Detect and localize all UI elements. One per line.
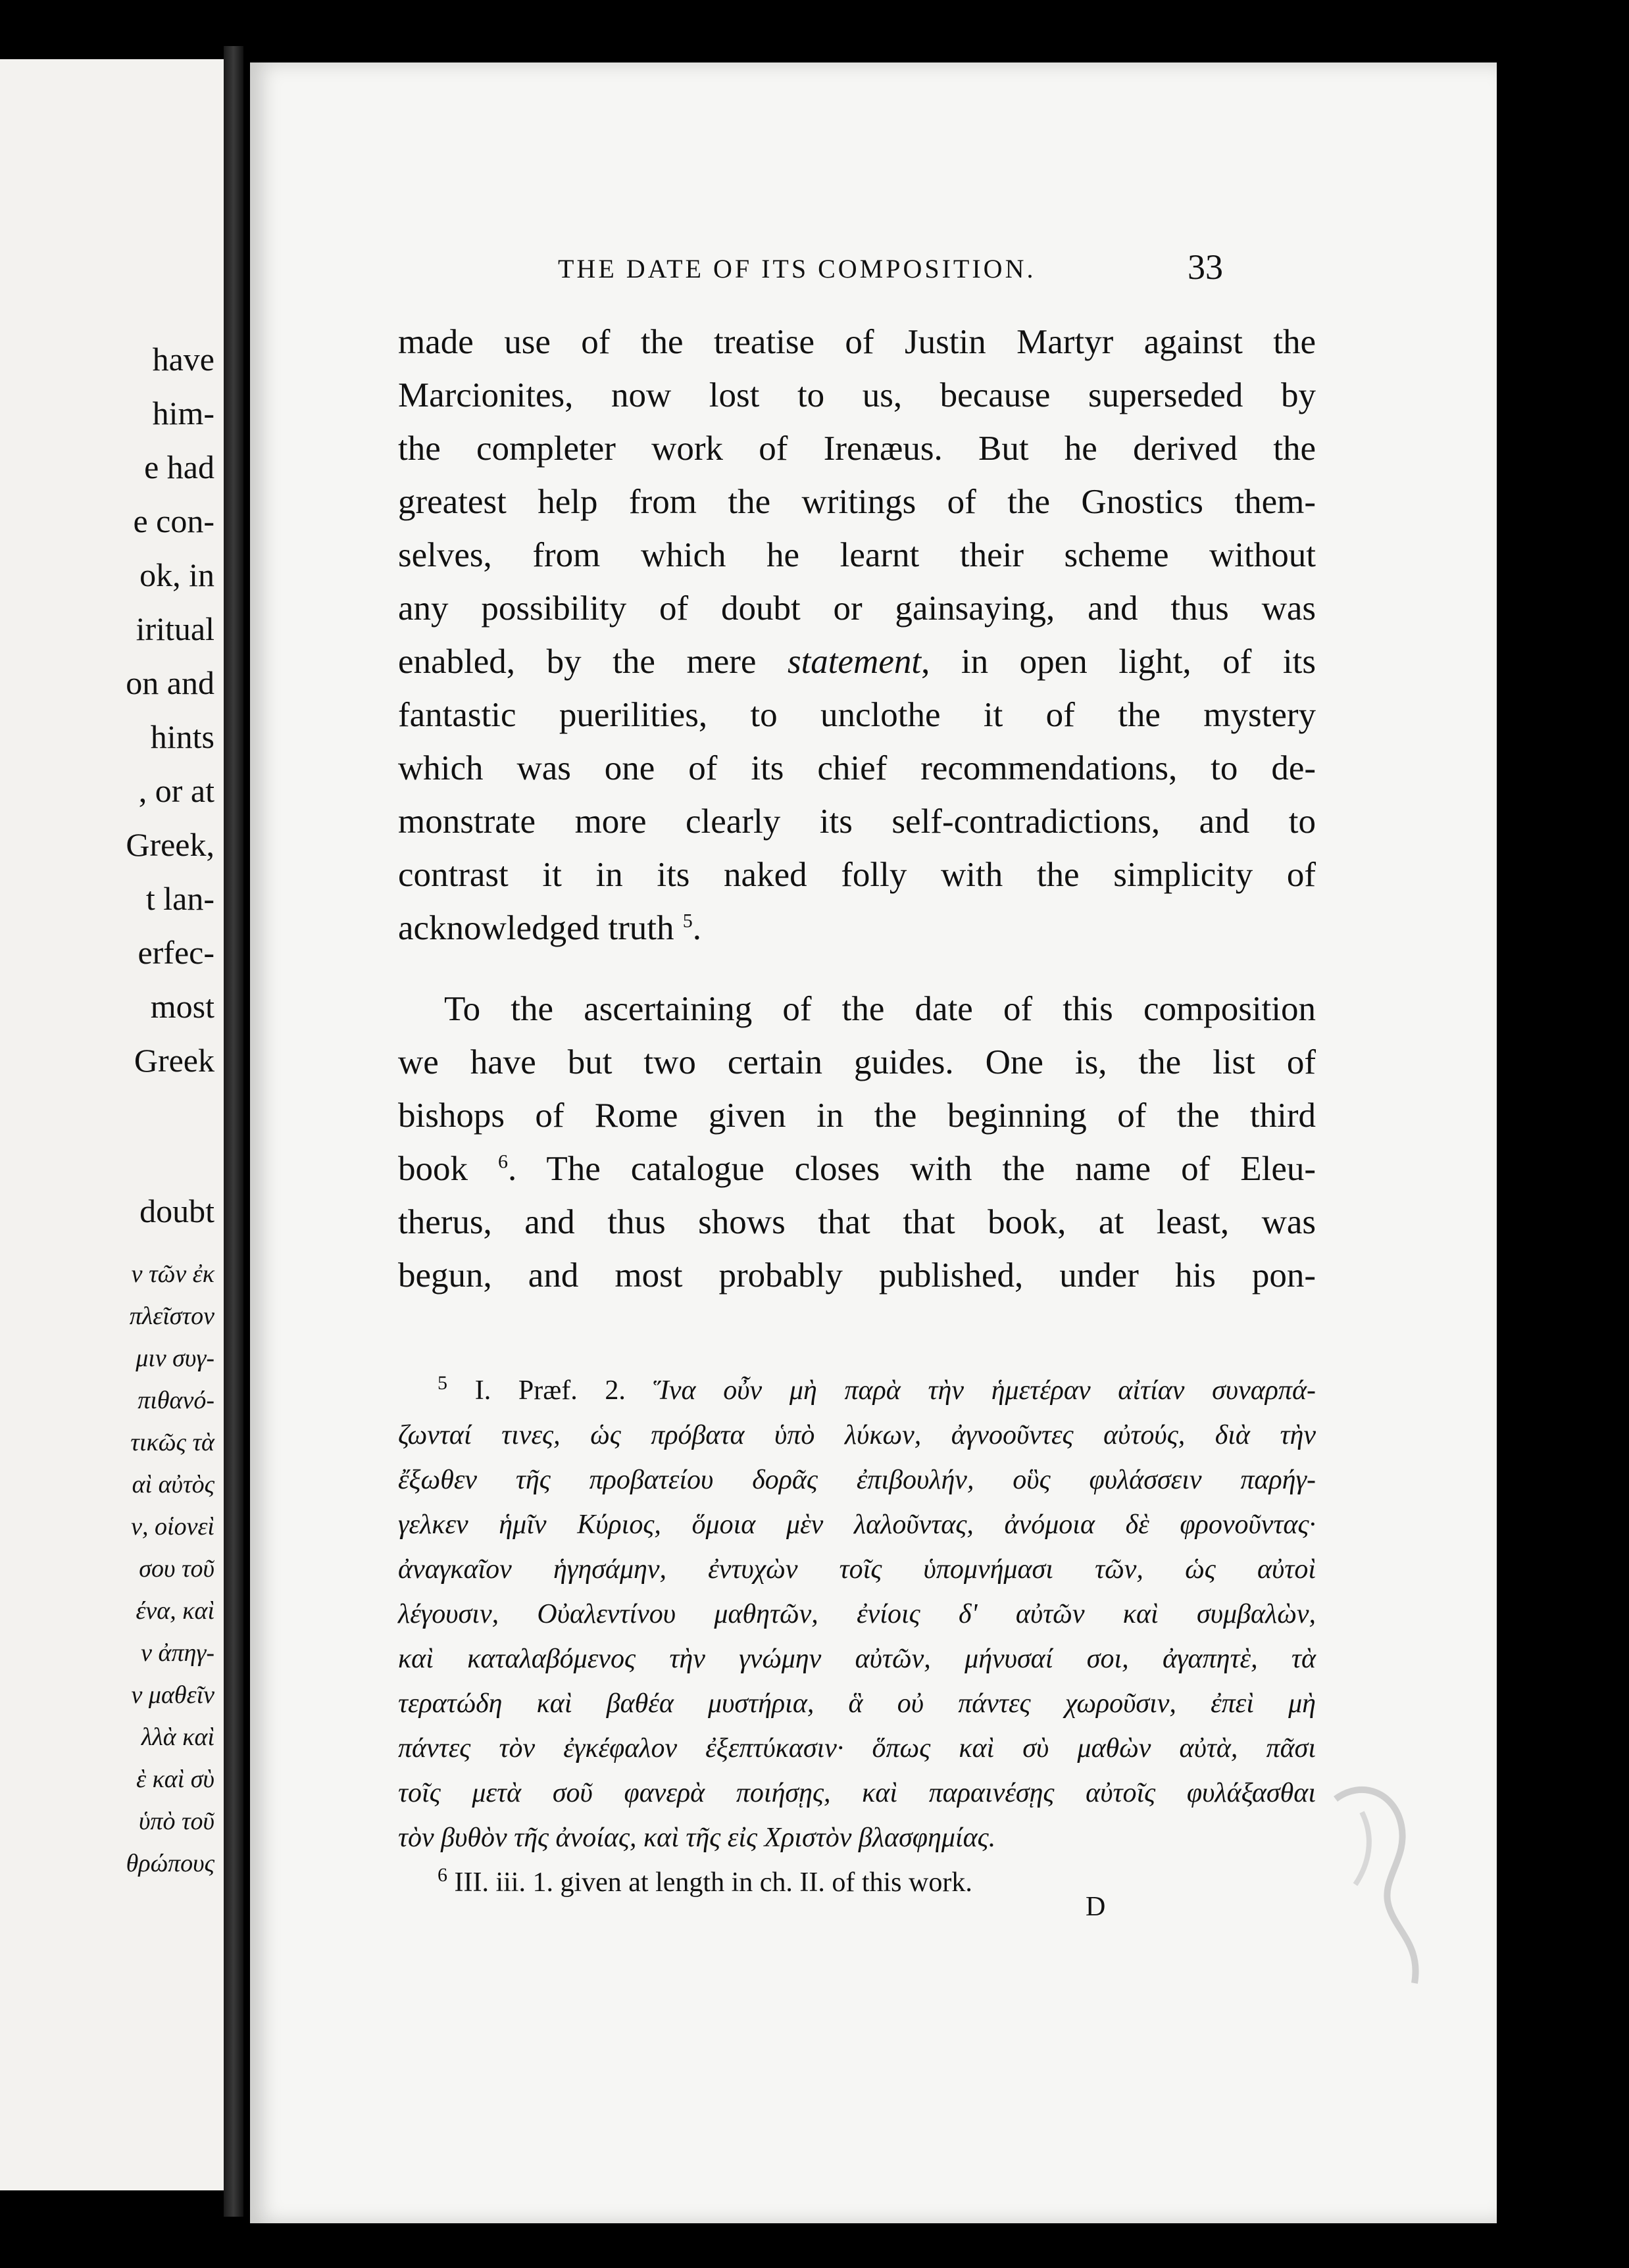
left-page-line: iritual (136, 610, 214, 647)
text-line: we have but two certain guides. One is, the list of (398, 1043, 1316, 1081)
footnote-line: ζωνταί τινες, ὡς πρόβατα ὑπὸ λύκων, ἀγνοοῦντες αὐτούς, διὰ τὴν (398, 1420, 1316, 1450)
text-line: Marcionites, now lost to us, because superseded by (398, 376, 1316, 414)
text-line: bishops of Rome given in the beginning of the third (398, 1097, 1316, 1135)
text-line: therus, and thus shows that that book, at least, was (398, 1203, 1316, 1241)
left-page-line: most (150, 988, 214, 1025)
footnotes (398, 1368, 1316, 1905)
left-page-greek-line: ν μαθεῖν (131, 1681, 214, 1709)
footnote-line (398, 1860, 1316, 1905)
left-page-greek-line: ν, οἱονεὶ (131, 1513, 214, 1541)
footnote-line: γελκεν ἡμῖν Κύριος, ὅμοια μὲν λαλοῦντας, ἀνόμοια δὲ φρονοῦντας· (398, 1510, 1316, 1540)
text-line: contrast it in its naked folly with the simplicity of (398, 856, 1316, 894)
footnote-mark: 6 (438, 1864, 447, 1886)
left-page-line: t lan- (145, 880, 214, 917)
text-line: greatest help from the writings of the Gnostics them- (398, 483, 1316, 521)
footnote-line: καὶ καταλαβόμενος τὴν γνώμην αὐτῶν, μήνυσαί σοι, ἀγαπητὲ, τὰ (398, 1644, 1316, 1674)
running-head: THE DATE OF ITS COMPOSITION. (558, 254, 1036, 284)
left-page-line: have (152, 341, 214, 378)
text-line: which was one of its chief recommendations, to de- (398, 749, 1316, 787)
text-line: To the ascertaining of the date of this composition (444, 990, 1316, 1028)
left-page-greek-line: πιθανό- (138, 1387, 214, 1414)
page-number: 33 (1188, 247, 1223, 287)
left-page-greek-line: αὶ αὐτὸς (132, 1471, 214, 1498)
footnote-line: ἔξωθεν τῆς προβατείου δορᾶς ἐπιβουλήν, οὓς φυλάσσειν παρήγ- (398, 1465, 1316, 1495)
left-page-greek-line: ένα, καὶ (136, 1597, 214, 1625)
left-page-line: him- (152, 395, 214, 431)
book-gutter (224, 46, 243, 2217)
text-line: selves, from which he learnt their scheme without (398, 536, 1316, 574)
left-page-line: e had (144, 449, 214, 485)
left-page-greek-line: τικῶς τὰ (130, 1429, 214, 1456)
text-line: the completer work of Irenæus. But he derived the (398, 430, 1316, 468)
left-page-line: on and (126, 664, 214, 701)
left-page-greek-line: σου τοῦ (139, 1555, 214, 1583)
text-segment: . (692, 909, 701, 947)
left-page-line: hints (150, 718, 214, 755)
italic-word: statement (787, 643, 922, 681)
left-page-greek-line: λλὰ καὶ (141, 1723, 214, 1751)
footnote-line: ἀναγκαῖον ἡγησάμην, ἐντυχὼν τοῖς ὑπομνήμασι τῶν, ὡς αὐτοὶ (398, 1554, 1316, 1585)
text-segment: book (398, 1150, 468, 1188)
footnote-ref-5: 5 (682, 910, 693, 932)
left-page-greek-line: πλεῖστον (129, 1302, 214, 1330)
left-page-line: e con- (133, 503, 214, 539)
footnote-line: τοῖς μετὰ σοῦ φανερὰ ποιήσῃς, καὶ παραινέσῃς αὐτοῖς φυλάξασθαι (398, 1778, 1316, 1808)
signature-mark: D (1086, 1892, 1106, 1922)
text-line: fantastic puerilities, to unclothe it of the mystery (398, 696, 1316, 734)
footnote-line (398, 1368, 1316, 1413)
main-text (398, 316, 1316, 1302)
left-page-greek-line: ν ἀπηγ- (141, 1639, 214, 1667)
text-line (398, 902, 1316, 955)
left-page-line: Greek, (126, 826, 214, 863)
text-line: any possibility of doubt or gainsaying, and thus was (398, 589, 1316, 628)
left-page-line: Greek (134, 1042, 214, 1079)
footnote-line: τὸν βυθὸν τῆς ἀνοίας, καὶ τῆς εἰς Χριστὸν βλασφημίας. (398, 1823, 996, 1853)
left-page-greek-line: θρώπους (126, 1850, 214, 1877)
left-page-greek-line: ὲ καὶ σὺ (136, 1765, 214, 1793)
footnote-line: πάντες τὸν ἐγκέφαλον ἐξεπτύκασιν· ὅπως καὶ σὺ μαθὼν αὐτὰ, πᾶσι (398, 1733, 1316, 1763)
footnote-ref-6: 6 (498, 1150, 509, 1173)
text-segment: , in open light, of its (921, 643, 1316, 681)
footnote-ref: I. Præf. 2. (474, 1375, 626, 1406)
left-page-greek-line: ν τῶν ἐκ (131, 1260, 214, 1288)
text-line (398, 1143, 1316, 1196)
footnote-line: τερατώδη καὶ βαθέα μυστήρια, ἃ οὐ πάντες χωροῦσιν, ἐπεὶ μὴ (398, 1689, 1316, 1719)
left-page-greek-line: ὑπὸ τοῦ (138, 1808, 214, 1835)
text-segment: enabled, by the mere (398, 643, 757, 681)
left-page-line: erfec- (138, 934, 214, 971)
page-stain (1322, 1773, 1441, 2009)
footnote-mark: 5 (438, 1372, 447, 1394)
left-page-greek-line: μιν συγ- (136, 1344, 214, 1372)
left-page-fragment (0, 59, 224, 2190)
book-page (250, 62, 1497, 2223)
text-segment: acknowledged truth (398, 909, 674, 947)
text-line: begun, and most probably published, under his pon- (398, 1256, 1316, 1294)
text-segment: . The catalogue closes with the name of Eleu- (508, 1150, 1316, 1188)
left-page-line: , or at (138, 772, 214, 809)
greek-text: Ἵνα οὖν μὴ παρὰ τὴν ἡμετέραν αἰτίαν συναρπά- (653, 1375, 1316, 1406)
footnote-text: III. iii. 1. given at length in ch. II. of this work. (454, 1867, 972, 1898)
text-line (398, 635, 1316, 689)
left-page-line: ok, in (139, 556, 214, 593)
left-page-line: doubt (139, 1193, 214, 1229)
text-line: monstrate more clearly its self-contradictions, and to (398, 802, 1316, 841)
text-line: made use of the treatise of Justin Martyr against the (398, 323, 1316, 361)
footnote-line: λέγουσιν, Οὐαλεντίνου μαθητῶν, ἐνίοις δ' αὐτῶν καὶ συμβαλὼν, (398, 1599, 1316, 1629)
